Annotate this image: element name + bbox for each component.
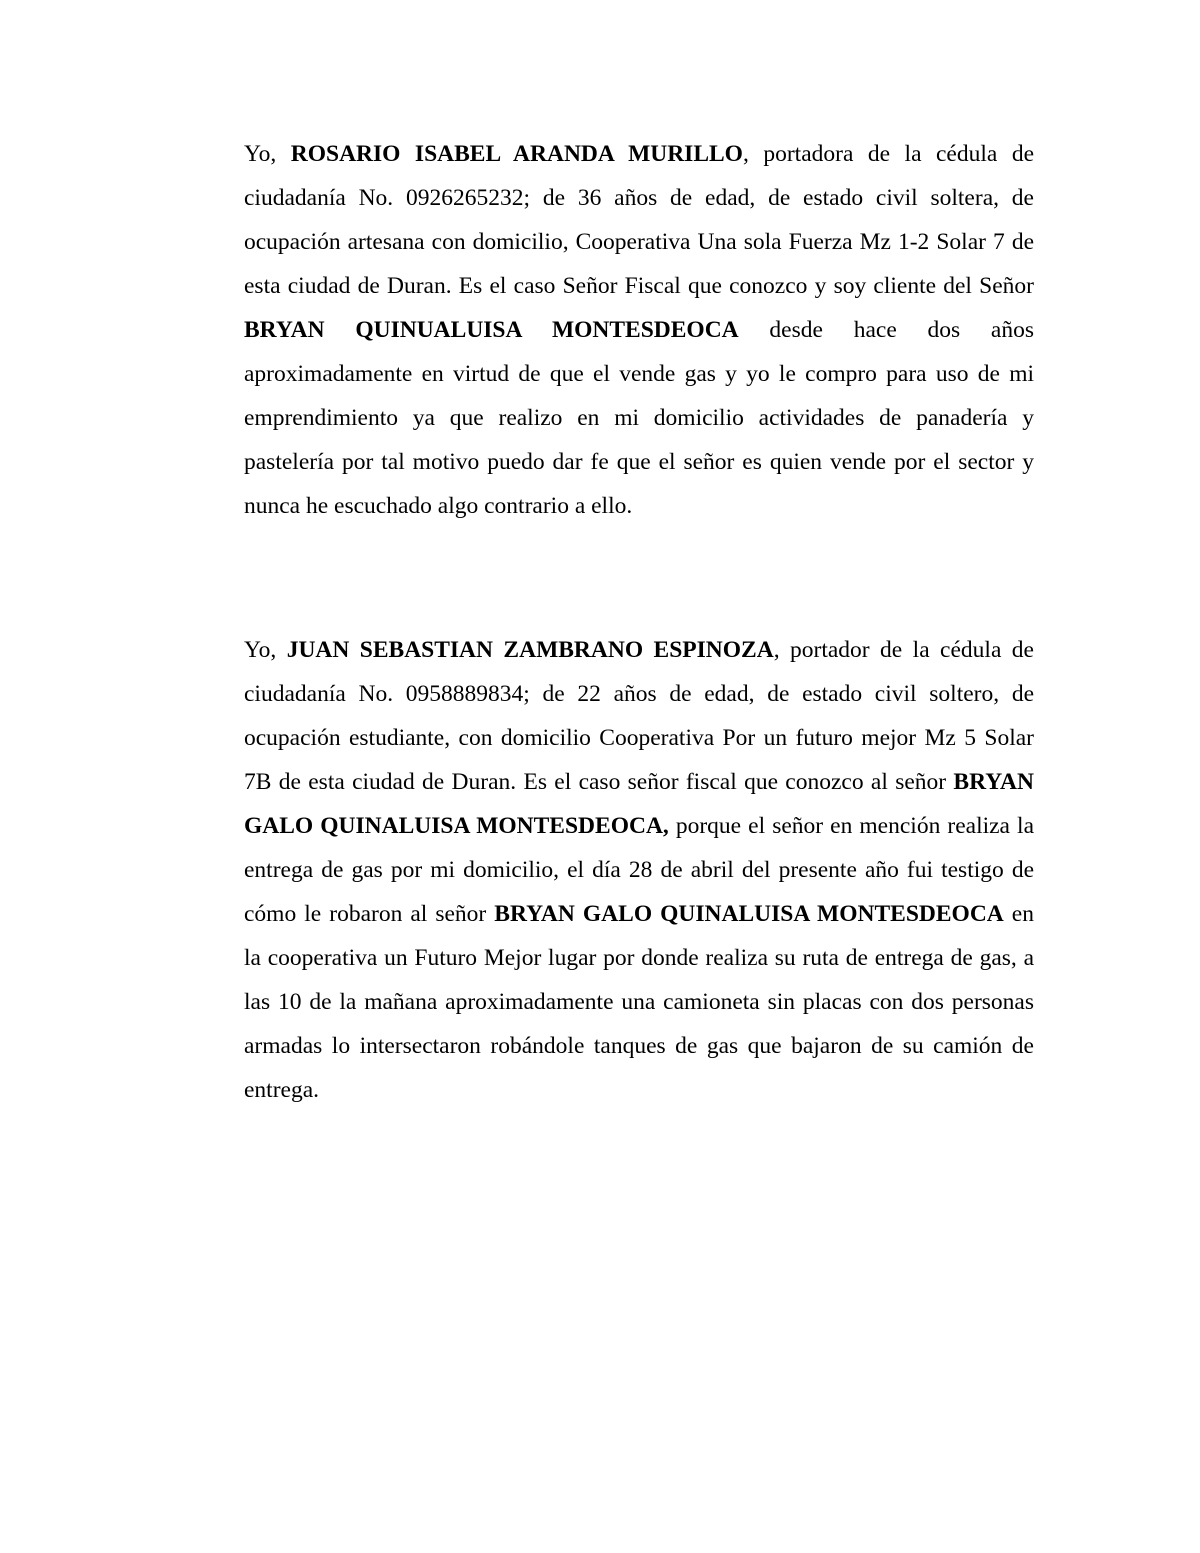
paragraph-1-intro: Yo,: [244, 141, 291, 167]
testimony-paragraph-2: [244, 628, 1034, 1112]
paragraph-1-text-b: desde hace dos años aproximadamente en virtud de que el vende gas y yo le compro para uso de mi emprendimiento ya que realizo en mi domicilio actividades de panadería y pastelería por tal motivo puedo dar fe que el señor es quien vende por el sector y nunca he escuchado algo contrario a ello.: [244, 317, 1034, 519]
paragraph-2-text-c: en la cooperativa un Futuro Mejor lugar por donde realiza su ruta de entrega de gas, a las 10 de la mañana aproximadamente una camioneta sin placas con dos personas armadas lo intersectaron robándole tanques de gas que bajaron de su camión de entrega.: [244, 901, 1034, 1103]
witness-name-1: ROSARIO ISABEL ARANDA MURILLO: [290, 141, 743, 167]
paragraph-1-text-a: , portadora de la cédula de ciudadanía No. 0926265232; de 36 años de edad, de estado civil soltera, de ocupación artesana con domicilio, Cooperativa Una sola Fuerza Mz 1-2 Solar 7 de esta ciudad de Duran. Es el caso Señor Fiscal que conozco y soy cliente del Señor: [244, 141, 1034, 299]
paragraph-2-text-a: , portador de la cédula de ciudadanía No. 0958889834; de 22 años de edad, de estado civil soltero, de ocupación estudiante, con domicilio Cooperativa Por un futuro mejor Mz 5 Solar 7B de esta ciudad de Duran. Es el caso señor fiscal que conozco al señor: [244, 637, 1034, 795]
subject-name-1: BRYAN QUINUALUISA MONTESDEOCA: [244, 317, 739, 343]
testimony-paragraph-1: [244, 132, 1034, 528]
paragraph-2-text-b: porque el señor en mención realiza la entrega de gas por mi domicilio, el día 28 de abril del presente año fui testigo de cómo le robaron al señor: [244, 813, 1035, 927]
subject-name-2b: BRYAN GALO QUINALUISA MONTESDEOCA: [494, 901, 1004, 927]
witness-name-2: JUAN SEBASTIAN ZAMBRANO ESPINOZA: [286, 637, 774, 663]
subject-name-2a: BRYAN GALO QUINALUISA MONTESDEOCA,: [244, 769, 1034, 839]
paragraph-2-intro: Yo,: [244, 637, 287, 663]
